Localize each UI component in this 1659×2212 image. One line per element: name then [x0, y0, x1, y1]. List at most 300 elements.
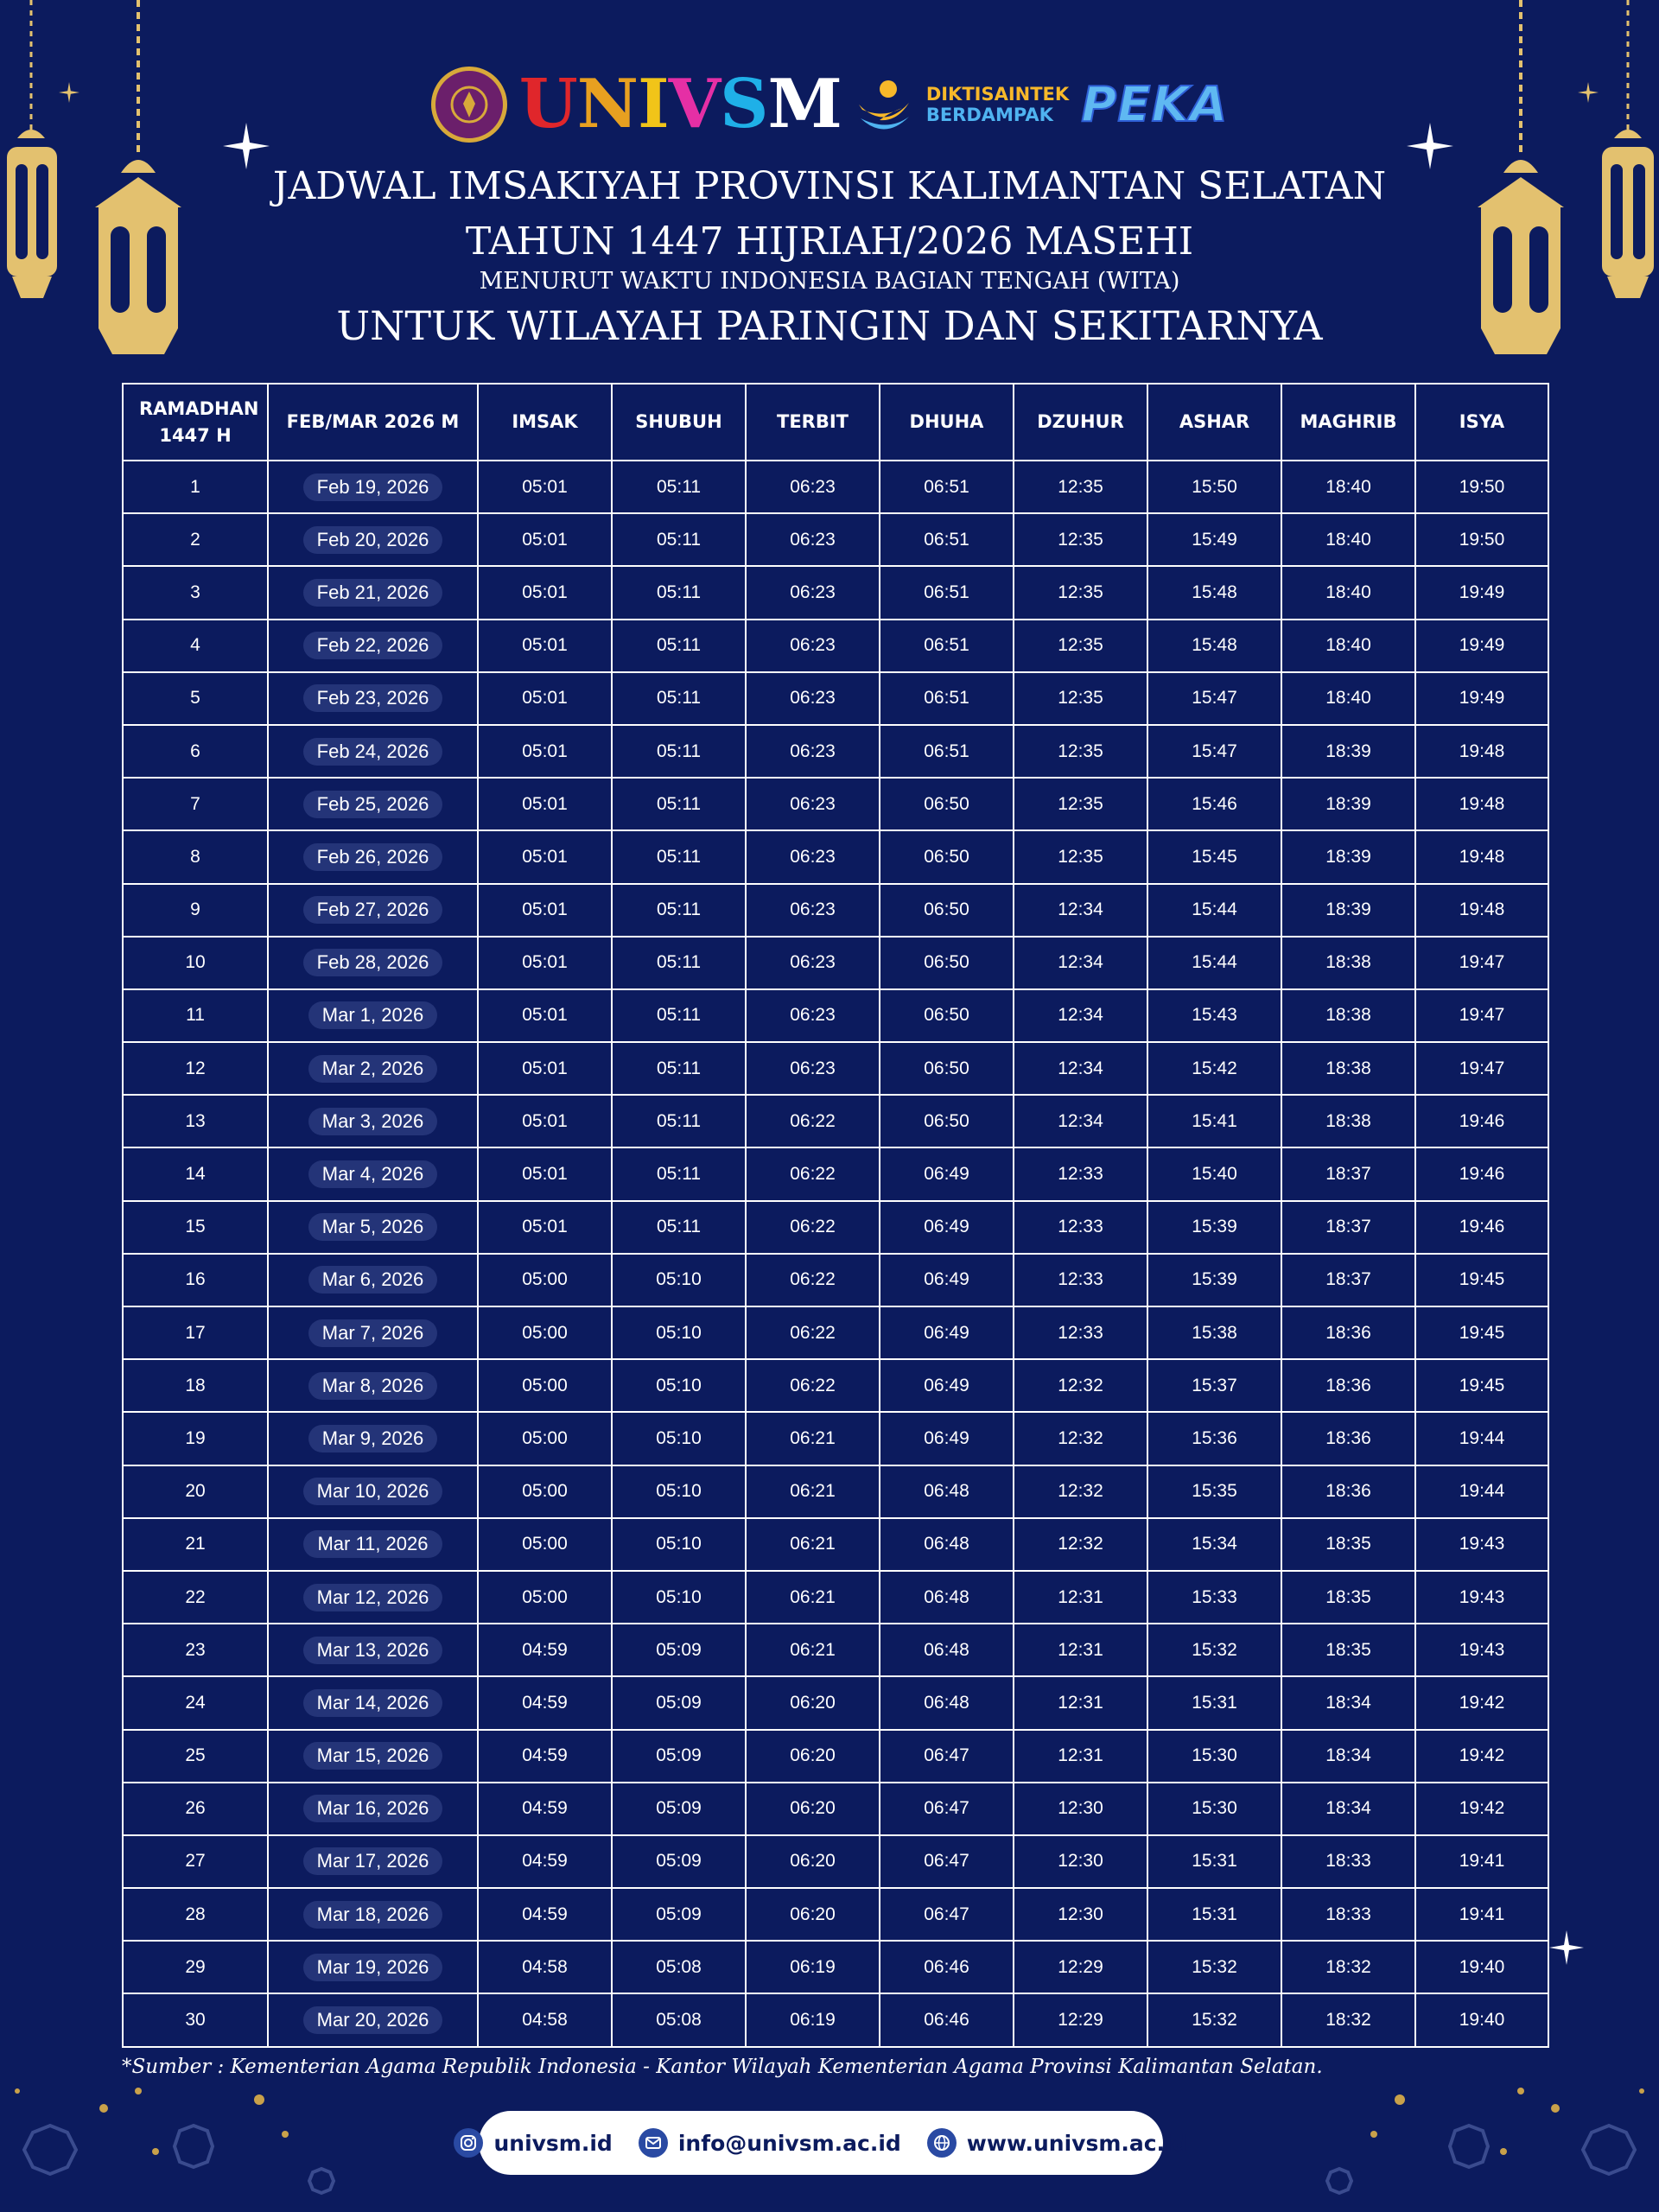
cell-isya: 19:45	[1415, 1359, 1548, 1412]
cell-imsak: 05:01	[478, 566, 612, 619]
date-pill: Mar 7, 2026	[308, 1319, 437, 1347]
cell-ashar: 15:47	[1147, 725, 1281, 778]
table-row	[123, 1624, 1548, 1676]
cell-date	[268, 1147, 478, 1200]
cell-maghrib: 18:38	[1281, 989, 1415, 1042]
cell-day: 23	[123, 1624, 268, 1676]
column-header-imsak: IMSAK	[478, 384, 612, 461]
cell-shubuh: 05:11	[612, 725, 746, 778]
cell-maghrib: 18:36	[1281, 1359, 1415, 1412]
cell-isya: 19:48	[1415, 725, 1548, 778]
page-title-line1: JADWAL IMSAKIYAH PROVINSI KALIMANTAN SELATAN	[272, 164, 1387, 208]
cell-ashar: 15:34	[1147, 1518, 1281, 1571]
cell-terbit: 06:20	[746, 1676, 880, 1729]
cell-date	[268, 1676, 478, 1729]
cell-dhuha: 06:47	[880, 1835, 1014, 1888]
table-row	[123, 1095, 1548, 1147]
cell-terbit: 06:20	[746, 1835, 880, 1888]
cell-isya: 19:46	[1415, 1147, 1548, 1200]
table-row	[123, 1571, 1548, 1624]
cell-dzuhur: 12:30	[1014, 1835, 1147, 1888]
cell-ashar: 15:31	[1147, 1835, 1281, 1888]
cell-imsak: 05:00	[478, 1518, 612, 1571]
cell-terbit: 06:21	[746, 1571, 880, 1624]
instagram-link[interactable]	[454, 2128, 612, 2158]
cell-ashar: 15:38	[1147, 1306, 1281, 1359]
page-title-line2: TAHUN 1447 HIJRIAH/2026 MASEHI	[465, 219, 1194, 264]
cell-dhuha: 06:51	[880, 725, 1014, 778]
cell-dzuhur: 12:30	[1014, 1888, 1147, 1941]
date-pill: Feb 25, 2026	[303, 791, 443, 818]
cell-shubuh: 05:10	[612, 1412, 746, 1465]
cell-dzuhur: 12:34	[1014, 937, 1147, 989]
cell-imsak: 05:00	[478, 1571, 612, 1624]
cell-day: 13	[123, 1095, 268, 1147]
cell-day: 12	[123, 1042, 268, 1095]
cell-day: 11	[123, 989, 268, 1042]
email-link[interactable]	[639, 2128, 901, 2158]
cell-dzuhur: 12:34	[1014, 1095, 1147, 1147]
cell-date	[268, 725, 478, 778]
cell-dhuha: 06:49	[880, 1147, 1014, 1200]
cell-terbit: 06:21	[746, 1518, 880, 1571]
date-pill: Mar 1, 2026	[308, 1001, 437, 1029]
table-row	[123, 1147, 1548, 1200]
table-body	[123, 461, 1548, 2047]
cell-isya: 19:46	[1415, 1095, 1548, 1147]
cell-dhuha: 06:50	[880, 830, 1014, 883]
date-pill: Mar 10, 2026	[303, 1478, 443, 1505]
table-row	[123, 1888, 1548, 1941]
cell-ashar: 15:42	[1147, 1042, 1281, 1095]
cell-isya: 19:41	[1415, 1835, 1548, 1888]
cell-dzuhur: 12:33	[1014, 1306, 1147, 1359]
cell-date	[268, 989, 478, 1042]
date-pill: Feb 21, 2026	[303, 579, 443, 607]
cell-dzuhur: 12:35	[1014, 620, 1147, 672]
cell-dhuha: 06:47	[880, 1888, 1014, 1941]
cell-maghrib: 18:36	[1281, 1465, 1415, 1518]
cell-dzuhur: 12:35	[1014, 513, 1147, 566]
cell-dzuhur: 12:31	[1014, 1571, 1147, 1624]
table-row	[123, 513, 1548, 566]
cell-terbit: 06:19	[746, 1941, 880, 1993]
cell-ashar: 15:30	[1147, 1730, 1281, 1783]
table-row	[123, 1783, 1548, 1835]
column-header-ashar: ASHAR	[1147, 384, 1281, 461]
cell-dzuhur: 12:35	[1014, 566, 1147, 619]
date-pill: Feb 20, 2026	[303, 526, 443, 554]
column-header-date: FEB/MAR 2026 M	[268, 384, 478, 461]
date-pill: Mar 13, 2026	[303, 1637, 443, 1664]
cell-day: 6	[123, 725, 268, 778]
cell-maghrib: 18:39	[1281, 884, 1415, 937]
cell-imsak: 05:01	[478, 1095, 612, 1147]
date-pill: Feb 26, 2026	[303, 843, 443, 871]
page-subtitle: MENURUT WAKTU INDONESIA BAGIAN TENGAH (WITA)	[479, 268, 1180, 295]
cell-ashar: 15:32	[1147, 1624, 1281, 1676]
date-pill: Mar 14, 2026	[303, 1689, 443, 1717]
cell-imsak: 05:01	[478, 830, 612, 883]
table-row	[123, 1465, 1548, 1518]
cell-dzuhur: 12:31	[1014, 1624, 1147, 1676]
cell-terbit: 06:23	[746, 620, 880, 672]
cell-maghrib: 18:38	[1281, 1042, 1415, 1095]
cell-maghrib: 18:34	[1281, 1783, 1415, 1835]
cell-maghrib: 18:34	[1281, 1676, 1415, 1729]
cell-isya: 19:50	[1415, 461, 1548, 513]
cell-terbit: 06:23	[746, 830, 880, 883]
cell-isya: 19:50	[1415, 513, 1548, 566]
cell-isya: 19:43	[1415, 1624, 1548, 1676]
cell-terbit: 06:23	[746, 461, 880, 513]
cell-terbit: 06:23	[746, 989, 880, 1042]
cell-terbit: 06:23	[746, 937, 880, 989]
cell-terbit: 06:23	[746, 672, 880, 725]
cell-dzuhur: 12:29	[1014, 1941, 1147, 1993]
cell-imsak: 05:01	[478, 937, 612, 989]
seal-emblem-icon	[439, 74, 499, 135]
cell-imsak: 05:00	[478, 1359, 612, 1412]
cell-isya: 19:42	[1415, 1783, 1548, 1835]
univsm-logo: UNIVSM	[518, 65, 842, 143]
cell-ashar: 15:45	[1147, 830, 1281, 883]
cell-terbit: 06:20	[746, 1783, 880, 1835]
cell-terbit: 06:23	[746, 566, 880, 619]
cell-dzuhur: 12:31	[1014, 1730, 1147, 1783]
cell-dhuha: 06:50	[880, 989, 1014, 1042]
cell-shubuh: 05:10	[612, 1359, 746, 1412]
cell-imsak: 05:01	[478, 1201, 612, 1254]
cell-ashar: 15:48	[1147, 620, 1281, 672]
table-row	[123, 1201, 1548, 1254]
cell-ashar: 15:31	[1147, 1888, 1281, 1941]
cell-ashar: 15:46	[1147, 778, 1281, 830]
logo-row	[0, 48, 1659, 161]
cell-shubuh: 05:11	[612, 1042, 746, 1095]
cell-imsak: 05:01	[478, 778, 612, 830]
table-row	[123, 620, 1548, 672]
cell-dzuhur: 12:32	[1014, 1359, 1147, 1412]
cell-dzuhur: 12:35	[1014, 725, 1147, 778]
cell-isya: 19:40	[1415, 1993, 1548, 2046]
imsakiyah-table	[122, 383, 1549, 2048]
website-link[interactable]	[927, 2128, 1188, 2158]
table-row	[123, 1941, 1548, 1993]
cell-day: 29	[123, 1941, 268, 1993]
source-note: *Sumber : Kementerian Agama Republik Indonesia - Kantor Wilayah Kementerian Agama Provinsi Kalimantan Selatan.	[122, 2056, 1323, 2078]
date-pill: Mar 4, 2026	[308, 1160, 437, 1188]
date-pill: Mar 12, 2026	[303, 1584, 443, 1611]
cell-isya: 19:41	[1415, 1888, 1548, 1941]
cell-dhuha: 06:48	[880, 1571, 1014, 1624]
date-pill: Mar 3, 2026	[308, 1108, 437, 1135]
cell-date	[268, 672, 478, 725]
cell-dzuhur: 12:30	[1014, 1783, 1147, 1835]
cell-dhuha: 06:49	[880, 1306, 1014, 1359]
cell-maghrib: 18:35	[1281, 1624, 1415, 1676]
cell-day: 19	[123, 1412, 268, 1465]
cell-day: 1	[123, 461, 268, 513]
cell-isya: 19:44	[1415, 1412, 1548, 1465]
cell-shubuh: 05:09	[612, 1676, 746, 1729]
cell-shubuh: 05:09	[612, 1783, 746, 1835]
cell-imsak: 05:01	[478, 620, 612, 672]
cell-dzuhur: 12:34	[1014, 884, 1147, 937]
cell-dzuhur: 12:33	[1014, 1147, 1147, 1200]
cell-ashar: 15:32	[1147, 1993, 1281, 2046]
cell-date	[268, 778, 478, 830]
cell-date	[268, 1201, 478, 1254]
cell-date	[268, 1465, 478, 1518]
cell-dhuha: 06:50	[880, 778, 1014, 830]
table-row	[123, 566, 1548, 619]
column-header-isya: ISYA	[1415, 384, 1548, 461]
date-pill: Mar 2, 2026	[308, 1055, 437, 1083]
cell-maghrib: 18:40	[1281, 672, 1415, 725]
cell-imsak: 04:59	[478, 1783, 612, 1835]
cell-imsak: 05:01	[478, 989, 612, 1042]
cell-dhuha: 06:51	[880, 672, 1014, 725]
email-icon	[639, 2128, 668, 2158]
cell-day: 22	[123, 1571, 268, 1624]
cell-shubuh: 05:10	[612, 1465, 746, 1518]
date-pill: Mar 17, 2026	[303, 1847, 443, 1875]
cell-terbit: 06:23	[746, 884, 880, 937]
cell-terbit: 06:23	[746, 778, 880, 830]
table-row	[123, 725, 1548, 778]
cell-dhuha: 06:49	[880, 1254, 1014, 1306]
date-pill: Mar 19, 2026	[303, 1954, 443, 1981]
cell-dhuha: 06:50	[880, 937, 1014, 989]
cell-dhuha: 06:51	[880, 620, 1014, 672]
cell-ashar: 15:50	[1147, 461, 1281, 513]
cell-dzuhur: 12:32	[1014, 1412, 1147, 1465]
cell-dhuha: 06:49	[880, 1359, 1014, 1412]
cell-dzuhur: 12:33	[1014, 1254, 1147, 1306]
cell-terbit: 06:21	[746, 1465, 880, 1518]
cell-maghrib: 18:37	[1281, 1147, 1415, 1200]
cell-ashar: 15:49	[1147, 513, 1281, 566]
cell-day: 18	[123, 1359, 268, 1412]
cell-isya: 19:47	[1415, 937, 1548, 989]
cell-shubuh: 05:11	[612, 1201, 746, 1254]
cell-terbit: 06:23	[746, 513, 880, 566]
cell-shubuh: 05:11	[612, 1147, 746, 1200]
cell-shubuh: 05:11	[612, 884, 746, 937]
cell-shubuh: 05:11	[612, 672, 746, 725]
cell-imsak: 05:00	[478, 1412, 612, 1465]
cell-maghrib: 18:40	[1281, 461, 1415, 513]
cell-day: 2	[123, 513, 268, 566]
date-pill: Mar 9, 2026	[308, 1425, 437, 1452]
cell-ashar: 15:36	[1147, 1412, 1281, 1465]
cell-maghrib: 18:37	[1281, 1201, 1415, 1254]
cell-maghrib: 18:34	[1281, 1730, 1415, 1783]
university-seal-logo	[431, 67, 507, 143]
cell-dhuha: 06:50	[880, 1042, 1014, 1095]
date-pill: Feb 19, 2026	[303, 474, 443, 501]
cell-shubuh: 05:09	[612, 1730, 746, 1783]
cell-maghrib: 18:33	[1281, 1835, 1415, 1888]
cell-shubuh: 05:11	[612, 461, 746, 513]
cell-date	[268, 1941, 478, 1993]
cell-terbit: 06:19	[746, 1993, 880, 2046]
cell-shubuh: 05:11	[612, 513, 746, 566]
table-row	[123, 1835, 1548, 1888]
cell-day: 7	[123, 778, 268, 830]
cell-ashar: 15:30	[1147, 1783, 1281, 1835]
column-header-dzuhur: DZUHUR	[1014, 384, 1147, 461]
cell-imsak: 05:01	[478, 1147, 612, 1200]
cell-date	[268, 1518, 478, 1571]
cell-dzuhur: 12:32	[1014, 1518, 1147, 1571]
cell-date	[268, 1306, 478, 1359]
date-pill: Mar 6, 2026	[308, 1266, 437, 1294]
table-row	[123, 461, 1548, 513]
cell-day: 20	[123, 1465, 268, 1518]
cell-dzuhur: 12:33	[1014, 1201, 1147, 1254]
cell-shubuh: 05:10	[612, 1571, 746, 1624]
cell-imsak: 04:59	[478, 1624, 612, 1676]
table-row	[123, 1518, 1548, 1571]
cell-ashar: 15:47	[1147, 672, 1281, 725]
cell-ashar: 15:39	[1147, 1254, 1281, 1306]
cell-dzuhur: 12:35	[1014, 830, 1147, 883]
cell-shubuh: 05:11	[612, 1095, 746, 1147]
diktisaintek-emblem-icon	[854, 70, 914, 139]
cell-day: 8	[123, 830, 268, 883]
cell-ashar: 15:37	[1147, 1359, 1281, 1412]
cell-maghrib: 18:40	[1281, 513, 1415, 566]
cell-terbit: 06:22	[746, 1306, 880, 1359]
date-pill: Feb 22, 2026	[303, 632, 443, 659]
date-pill: Mar 8, 2026	[308, 1372, 437, 1400]
cell-terbit: 06:22	[746, 1201, 880, 1254]
cell-date	[268, 937, 478, 989]
cell-ashar: 15:31	[1147, 1676, 1281, 1729]
cell-dhuha: 06:51	[880, 513, 1014, 566]
cell-ashar: 15:40	[1147, 1147, 1281, 1200]
cell-isya: 19:46	[1415, 1201, 1548, 1254]
cell-date	[268, 830, 478, 883]
cell-ashar: 15:43	[1147, 989, 1281, 1042]
cell-day: 27	[123, 1835, 268, 1888]
cell-date	[268, 1359, 478, 1412]
cell-day: 3	[123, 566, 268, 619]
cell-day: 16	[123, 1254, 268, 1306]
cell-dzuhur: 12:29	[1014, 1993, 1147, 2046]
email-address: info@univsm.ac.id	[677, 2130, 901, 2156]
table-row	[123, 672, 1548, 725]
table-row	[123, 1359, 1548, 1412]
cell-date	[268, 1571, 478, 1624]
table-row	[123, 1676, 1548, 1729]
cell-dhuha: 06:47	[880, 1783, 1014, 1835]
cell-shubuh: 05:09	[612, 1624, 746, 1676]
cell-dzuhur: 12:35	[1014, 778, 1147, 830]
cell-ashar: 15:44	[1147, 884, 1281, 937]
cell-day: 25	[123, 1730, 268, 1783]
cell-ashar: 15:32	[1147, 1941, 1281, 1993]
cell-shubuh: 05:11	[612, 989, 746, 1042]
cell-date	[268, 1042, 478, 1095]
cell-imsak: 05:00	[478, 1306, 612, 1359]
table-row	[123, 1306, 1548, 1359]
cell-maghrib: 18:35	[1281, 1571, 1415, 1624]
instagram-handle: univsm.id	[493, 2130, 613, 2156]
cell-maghrib: 18:38	[1281, 1095, 1415, 1147]
cell-day: 4	[123, 620, 268, 672]
ornament-left-icon	[0, 2056, 363, 2212]
cell-dhuha: 06:47	[880, 1730, 1014, 1783]
cell-date	[268, 1624, 478, 1676]
table-row	[123, 1254, 1548, 1306]
cell-imsak: 05:01	[478, 513, 612, 566]
cell-dhuha: 06:51	[880, 566, 1014, 619]
ornament-right-icon	[1296, 2056, 1659, 2212]
table-row	[123, 884, 1548, 937]
contact-bar	[479, 2111, 1188, 2175]
cell-shubuh: 05:11	[612, 937, 746, 989]
column-header-shubuh: SHUBUH	[612, 384, 746, 461]
table-header-row	[123, 384, 1548, 461]
cell-shubuh: 05:08	[612, 1993, 746, 2046]
cell-dzuhur: 12:35	[1014, 461, 1147, 513]
cell-maghrib: 18:32	[1281, 1993, 1415, 2046]
page-title-line3: UNTUK WILAYAH PARINGIN DAN SEKITARNYA	[336, 302, 1323, 349]
cell-terbit: 06:21	[746, 1624, 880, 1676]
cell-date	[268, 1993, 478, 2046]
cell-day: 24	[123, 1676, 268, 1729]
cell-terbit: 06:21	[746, 1412, 880, 1465]
cell-imsak: 05:00	[478, 1465, 612, 1518]
cell-date	[268, 1835, 478, 1888]
cell-day: 10	[123, 937, 268, 989]
peka-logo: PEKA	[1081, 76, 1229, 133]
cell-shubuh: 05:11	[612, 830, 746, 883]
cell-imsak: 04:59	[478, 1888, 612, 1941]
cell-dhuha: 06:48	[880, 1518, 1014, 1571]
cell-ashar: 15:33	[1147, 1571, 1281, 1624]
cell-dhuha: 06:48	[880, 1624, 1014, 1676]
cell-isya: 19:43	[1415, 1518, 1548, 1571]
cell-ashar: 15:44	[1147, 937, 1281, 989]
table-row	[123, 989, 1548, 1042]
cell-dhuha: 06:48	[880, 1676, 1014, 1729]
cell-dhuha: 06:46	[880, 1941, 1014, 1993]
table-row	[123, 937, 1548, 989]
cell-maghrib: 18:35	[1281, 1518, 1415, 1571]
table-row	[123, 1412, 1548, 1465]
diktisaintek-logo: DIKTISAINTEK BERDAMPAK	[925, 83, 1070, 125]
cell-shubuh: 05:09	[612, 1888, 746, 1941]
cell-imsak: 05:01	[478, 725, 612, 778]
cell-day: 30	[123, 1993, 268, 2046]
cell-dzuhur: 12:32	[1014, 1465, 1147, 1518]
cell-day: 14	[123, 1147, 268, 1200]
column-header-ramadhan: RAMADHAN 1447 H	[123, 384, 268, 461]
cell-imsak: 04:58	[478, 1993, 612, 2046]
cell-terbit: 06:20	[746, 1888, 880, 1941]
cell-dhuha: 06:51	[880, 461, 1014, 513]
cell-maghrib: 18:40	[1281, 566, 1415, 619]
cell-maghrib: 18:36	[1281, 1412, 1415, 1465]
date-pill: Mar 11, 2026	[303, 1530, 442, 1558]
cell-maghrib: 18:33	[1281, 1888, 1415, 1941]
cell-dzuhur: 12:34	[1014, 989, 1147, 1042]
cell-isya: 19:48	[1415, 778, 1548, 830]
